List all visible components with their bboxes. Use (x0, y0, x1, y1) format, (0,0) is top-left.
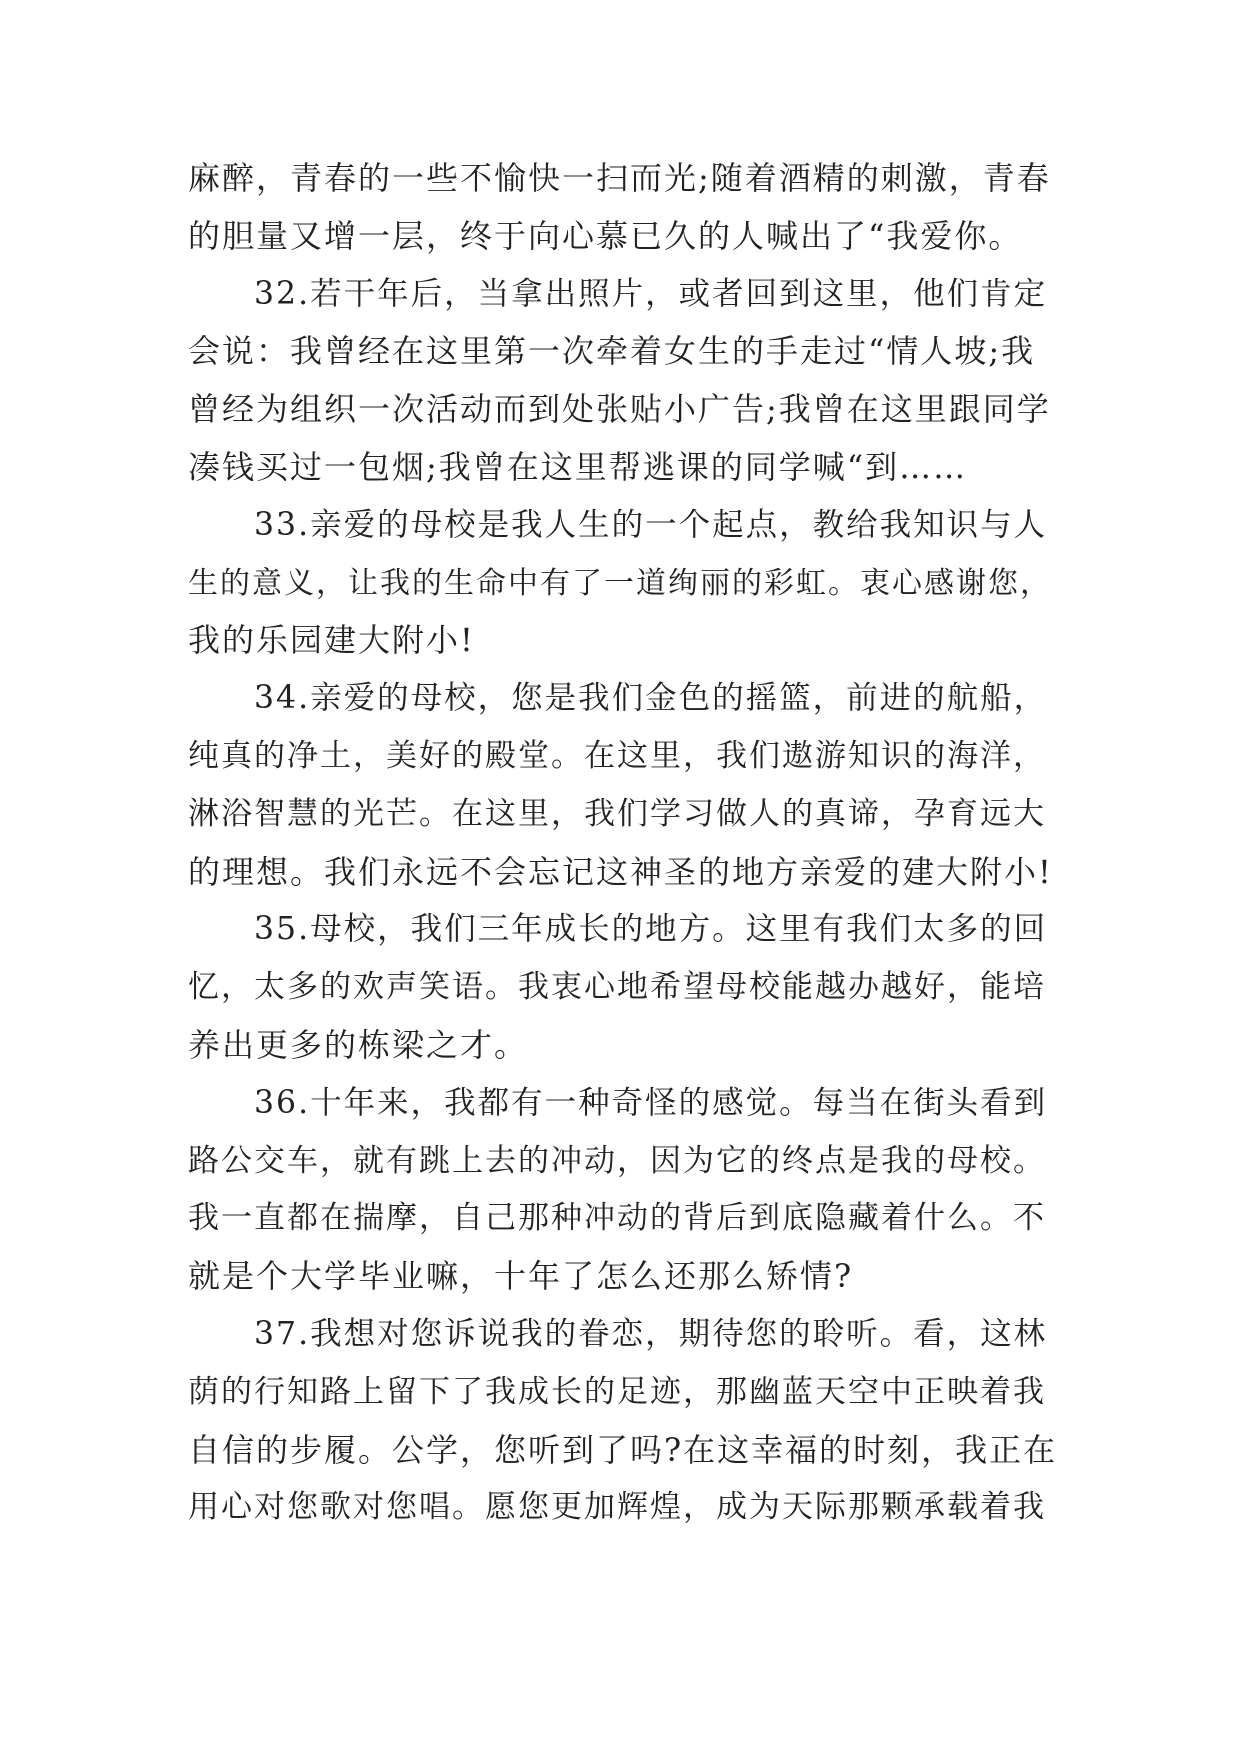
document-body (188, 150, 1058, 1537)
paragraph-36-start: 36.十年来，我都有一种奇怪的感觉。每当在街头看到 (254, 1084, 1048, 1121)
paragraph-35-start: 35.母校，我们三年成长的地方。这里有我们太多的回 (254, 911, 1048, 948)
text-line: 曾经为组织一次活动而到处张贴小广告;我曾在这里跟同学 (188, 390, 1051, 429)
text-line: 用心对您歌对您唱。愿您更加辉煌，成为天际那颗承载着我 (188, 1489, 1046, 1526)
paragraph-32-start: 32.若干年后，当拿出照片，或者回到这里，他们肯定 (254, 275, 1048, 312)
text-line: 淋浴智慧的光芒。在这里，我们学习做人的真谛，孕育远大 (188, 795, 1046, 832)
text-line: 忆，太多的欢声笑语。我衷心地希望母校能越办越好，能培 (188, 969, 1046, 1006)
text-line: 的胆量又增一层，终于向心慕已久的人喊出了“我爱你。 (188, 216, 1023, 255)
paragraph-34-start: 34.亲爱的母校，您是我们金色的摇篮，前进的航船， (254, 680, 1048, 717)
text-line: 养出更多的栋梁之才。 (188, 1025, 529, 1064)
text-line: 自信的步履。公学，您听到了吗?在这幸福的时刻，我正在 (188, 1430, 1058, 1469)
text-line: 我一直都在揣摩，自己那种冲动的背后到底隐藏着什么。不 (188, 1200, 1046, 1237)
text-line: 我的乐园建大附小! (188, 621, 475, 660)
text-line: 的理想。我们永远不会忘记这神圣的地方亲爱的建大附小! (188, 852, 1053, 891)
text-line: 凑钱买过一包烟;我曾在这里帮逃课的同学喊“到…… (188, 447, 968, 486)
text-line: 生的意义，让我的生命中有了一道绚丽的彩虹。衷心感谢您， (188, 565, 1052, 601)
text-line: 就是个大学毕业嘛，十年了怎么还那么矫情? (188, 1257, 854, 1296)
paragraph-33-start: 33.亲爱的母校是我人生的一个起点，教给我知识与人 (254, 506, 1048, 543)
text-line: 麻醉，青春的一些不愉快一扫而光;随着酒精的刺激，青春 (188, 159, 1051, 197)
text-line: 荫的行知路上留下了我成长的足迹，那幽蓝天空中正映着我 (188, 1373, 1046, 1410)
text-line: 会说：我曾经在这里第一次牵着女生的手走过“情人坡;我 (188, 332, 1036, 371)
text-line: 纯真的净土，美好的殿堂。在这里，我们遨游知识的海洋， (188, 737, 1046, 774)
paragraph-37-start: 37.我想对您诉说我的眷恋，期待您的聆听。看，这林 (254, 1315, 1048, 1352)
text-line: 路公交车，就有跳上去的冲动，因为它的终点是我的母校。 (188, 1142, 1046, 1179)
